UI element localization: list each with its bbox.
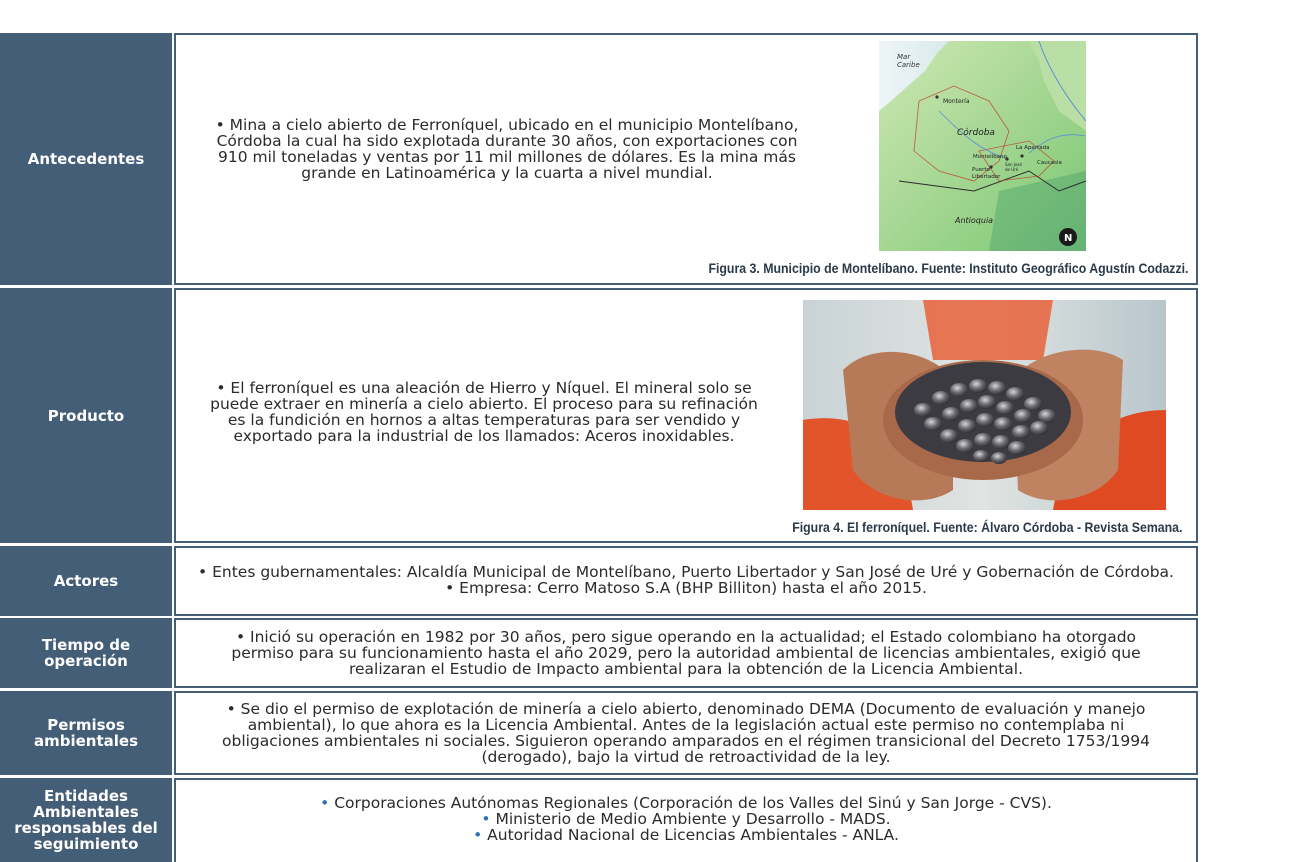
entidades-line-1 bbox=[176, 795, 1196, 811]
entidades-line-text: Corporaciones Autónomas Regionales (Corporación de los Valles del Sinú y San Jorge - CVS). bbox=[334, 794, 1052, 812]
photo-graphic bbox=[803, 300, 1166, 510]
row-content-entidades bbox=[174, 778, 1198, 862]
heading-label: Producto bbox=[47, 406, 125, 425]
map-label-sanjose: San José bbox=[1005, 162, 1022, 167]
heading-line: Ambientales bbox=[33, 803, 139, 821]
heading-line: operación bbox=[44, 652, 128, 670]
permisos-text bbox=[206, 701, 1166, 765]
map-label-monteria: Montería bbox=[943, 98, 970, 105]
row-content-antecedentes bbox=[174, 33, 1198, 285]
entidades-line-text: Ministerio de Medio Ambiente y Desarrollo - MADS. bbox=[495, 810, 891, 828]
heading-line: responsables del bbox=[14, 819, 158, 837]
montelibano-map bbox=[879, 41, 1086, 251]
bullet-icon: • bbox=[481, 810, 491, 828]
north-label: N bbox=[1064, 233, 1073, 244]
actores-text bbox=[176, 564, 1196, 596]
row-heading-permisos bbox=[0, 691, 172, 775]
row-heading-tiempo-operacion bbox=[0, 618, 172, 688]
heading-label: Antecedentes bbox=[27, 150, 145, 168]
heading-label: Actores bbox=[53, 572, 119, 590]
map-label-sea: Mar bbox=[897, 53, 911, 61]
row-content-actores bbox=[174, 546, 1198, 616]
map-label-montelibano: Montelíbano bbox=[973, 154, 1007, 160]
map-label-libertador: Libertador bbox=[972, 174, 1001, 180]
north-arrow-icon bbox=[1059, 228, 1077, 246]
paragraph: • El ferroníquel es una aleación de Hierro y Níquel. El mineral solo se puede extraer en minería a cielo abierto. El proceso para su refinación es la fundición en hornos a altas temperaturas para ser vendido y exportado para la industrial de los llamados: Aceros inoxidables. bbox=[210, 379, 758, 445]
row-heading-actores bbox=[0, 546, 172, 616]
map-label-antioquia: Antioquia bbox=[955, 216, 994, 225]
actores-line-2: • Empresa: Cerro Matoso S.A (BHP Billiton) hasta el año 2015. bbox=[445, 579, 927, 597]
figure-3-caption: Figura 3. Municipio de Montelíbano. Fuente: Instituto Geográfico Agustín Codazzi. bbox=[707, 260, 1188, 276]
entidades-line-2 bbox=[176, 811, 1196, 827]
map-label-sea2: Caribe bbox=[897, 61, 920, 69]
map-label-apartada: La Apartada bbox=[1016, 145, 1050, 151]
paragraph: • Inició su operación en 1982 por 30 años, pero sigue operando en la actualidad; el Estado colombiano ha otorgado permiso para su funcionamiento hasta el año 2029, pero la autoridad ambiental de licencias ambientales, exigió que realizaran el Estudio de Impacto ambiental para la obtención de la Licencia Ambiental. bbox=[231, 628, 1141, 678]
row-content-permisos bbox=[174, 691, 1198, 775]
ferroniquel-photo bbox=[803, 300, 1166, 510]
figure-4-caption: Figura 4. El ferroníquel. Fuente: Álvaro Córdoba - Revista Semana. bbox=[791, 519, 1182, 535]
heading-line: seguimiento bbox=[33, 835, 139, 853]
map-graphic bbox=[879, 41, 1086, 251]
heading-line: Tiempo de bbox=[41, 636, 131, 654]
actores-line-1: • Entes gubernamentales: Alcaldía Municipal de Montelíbano, Puerto Libertador y San José de Uré y Gobernación de Córdoba. bbox=[198, 563, 1174, 581]
paragraph: • Mina a cielo abierto de Ferroníquel, ubicado en el municipio Montelíbano, Córdoba la cual ha sido explotada durante 30 años, con exportaciones con 910 mil toneladas y ventas por 11 mil millones de dólares. Es la mina más grande en Latinoamérica y la cuarta a nivel mundial. bbox=[215, 116, 799, 182]
map-label-puerto: Puerto bbox=[972, 167, 990, 173]
row-content-producto bbox=[174, 288, 1198, 543]
paragraph: • Se dio el permiso de explotación de minería a cielo abierto, denominado DEMA (Documento de evaluación y manejo ambiental), lo que ahora es la Licencia Ambiental. Antes de la legislación actual este permiso no contemplaba ni obligaciones ambientales ni sociales. Siguieron operando amparados en el régimen transicional del Decreto 1753/1994 (derogado), bajo la virtud de retroactividad de la ley. bbox=[222, 700, 1150, 766]
map-label-caucasia: Caucasia bbox=[1037, 160, 1062, 166]
map-label-ure: de Uré bbox=[1005, 167, 1019, 172]
entidades-line-3 bbox=[176, 827, 1196, 843]
bullet-icon: • bbox=[320, 794, 330, 812]
map-label-cordoba: Córdoba bbox=[957, 128, 995, 138]
bullet-icon: • bbox=[473, 826, 483, 844]
row-content-tiempo-operacion bbox=[174, 618, 1198, 688]
row-heading-producto bbox=[0, 288, 172, 543]
row-heading-entidades bbox=[0, 778, 172, 862]
heading-line: ambientales bbox=[33, 732, 139, 750]
entidades-line-text: Autoridad Nacional de Licencias Ambientales - ANLA. bbox=[487, 826, 899, 844]
entidades-text bbox=[176, 795, 1196, 843]
tiempo-text bbox=[212, 629, 1160, 677]
antecedentes-text bbox=[206, 117, 808, 181]
heading-line: Entidades bbox=[44, 787, 128, 805]
row-heading-antecedentes bbox=[0, 33, 172, 285]
heading-line: Permisos bbox=[47, 716, 125, 734]
producto-text bbox=[204, 380, 764, 444]
